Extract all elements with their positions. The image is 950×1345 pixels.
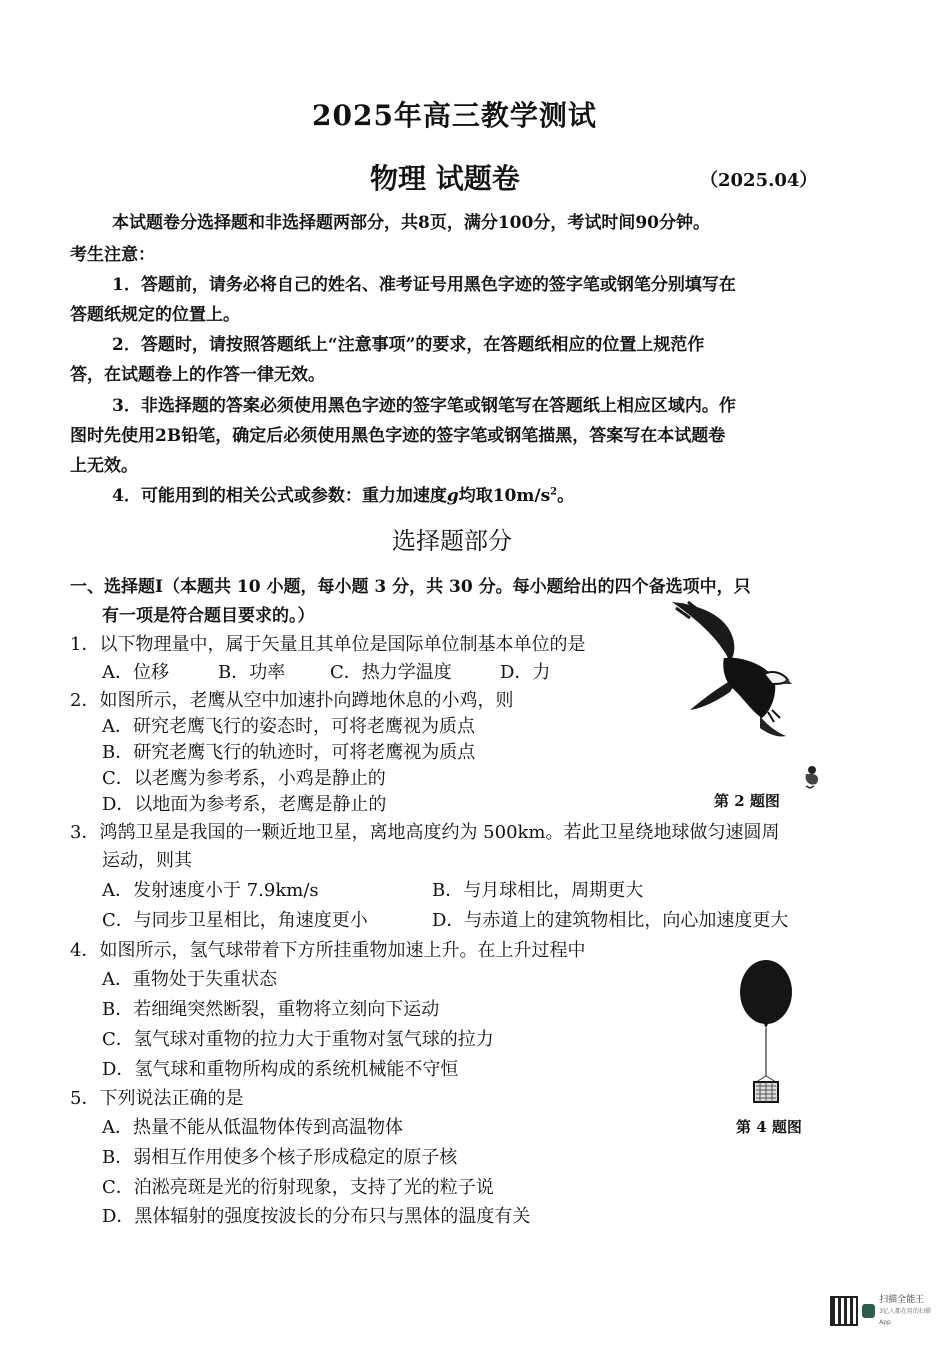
notice-label: 考生注意：: [70, 245, 155, 265]
exam-subtitle: 物理 试题卷: [370, 162, 520, 195]
q1-stem: 1．以下物理量中，属于矢量且其单位是国际单位制基本单位的是: [70, 634, 586, 655]
q5-stem: 5．下列说法正确的是: [70, 1088, 244, 1109]
figure4-caption: 第 4 题图: [736, 1118, 802, 1136]
q2-stem: 2．如图所示，老鹰从空中加速扑向蹲地休息的小鸡，则: [70, 690, 514, 711]
q1-option-b: B．功率: [218, 662, 286, 683]
q5-option-c: C．泊淞亮斑是光的衍射现象，支持了光的粒子说: [102, 1177, 494, 1198]
q2-option-d: D．以地面为参考系，老鹰是静止的: [102, 794, 387, 815]
q3-stem-a: 3．鸿鹄卫星是我国的一颗近地卫星，离地高度约为 500km。若此卫星绕地球做匀速圆周: [70, 822, 780, 843]
part1-instructions-b: 有一项是符合题目要求的。）: [102, 606, 315, 626]
scanner-logo-icon: [862, 1304, 875, 1318]
q5-option-b: B．弱相互作用使多个核子形成稳定的原子核: [102, 1147, 458, 1168]
q4-option-b: B．若细绳突然断裂，重物将立刻向下运动: [102, 999, 440, 1020]
balloon-figure: [736, 958, 796, 1108]
figure2-caption: 第 2 题图: [714, 792, 780, 810]
q3-stem-b: 运动，则其: [102, 850, 192, 871]
eagle-figure: [668, 600, 808, 745]
q2-option-a: A．研究老鹰飞行的姿态时，可将老鹰视为质点: [102, 716, 475, 737]
intro-line: 本试题卷分选择题和非选择题两部分，共8页，满分100分，考试时间90分钟。: [112, 213, 710, 233]
notice-item-1b: 答题纸规定的位置上。: [70, 305, 240, 325]
scanner-watermark: [830, 1290, 938, 1332]
q1-option-c: C．热力学温度: [330, 662, 452, 683]
q4-stem: 4．如图所示，氢气球带着下方所挂重物加速上升。在上升过程中: [70, 940, 586, 961]
q3-option-a: A．发射速度小于 7.9km/s: [102, 880, 319, 901]
q5-option-a: A．热量不能从低温物体传到高温物体: [102, 1117, 403, 1138]
q2-option-c: C．以老鹰为参考系，小鸡是静止的: [102, 768, 386, 789]
qr-code-icon: [830, 1296, 858, 1326]
q1-option-d: D．力: [500, 662, 551, 683]
q1-option-a: A．位移: [102, 662, 169, 683]
notice-item-3a: 3．非选择题的答案必须使用黑色字迹的签字笔或钢笔写在答题纸上相应区域内。作: [112, 396, 736, 416]
q3-option-b: B．与月球相比，周期更大: [432, 880, 644, 901]
scanner-title: 扫描全能王: [879, 1294, 925, 1305]
notice-item-2b: 答，在试题卷上的作答一律无效。: [70, 365, 325, 385]
notice-item-1a: 1．答题前，请务必将自己的姓名、准考证号用黑色字迹的签字笔或钢笔分别填写在: [112, 275, 736, 295]
notice-item-4: 4．可能用到的相关公式或参数：重力加速度g均取$10m/s^2$。: [112, 486, 575, 506]
q3-option-c: C．与同步卫星相比，角速度更小: [102, 910, 368, 931]
section-title: 选择题部分: [392, 527, 512, 555]
q4-option-a: A．重物处于失重状态: [102, 969, 277, 990]
exam-title: 2025年高三教学测试: [312, 99, 597, 132]
notice-item-3b: 图时先使用2B铅笔，确定后必须使用黑色字迹的签字笔或钢笔描黑，答案写在本试题卷: [70, 426, 726, 446]
q2-option-b: B．研究老鹰飞行的轨迹时，可将老鹰视为质点: [102, 742, 476, 763]
part1-instructions-a: 一、选择题Ⅰ（本题共 10 小题，每小题 3 分，共 30 分。每小题给出的四个备选项中，只: [70, 577, 751, 597]
notice-item-3c: 上无效。: [70, 456, 138, 476]
q4-option-d: D．氢气球和重物所构成的系统机械能不守恒: [102, 1059, 459, 1080]
exam-date: （2025.04）: [700, 170, 818, 191]
scanner-subtitle: 3亿人都在用的扫描App: [879, 1307, 931, 1326]
notice-item-2a: 2．答题时，请按照答题纸上“注意事项”的要求，在答题纸相应的位置上规范作: [112, 335, 705, 355]
chick-figure: [800, 764, 822, 790]
q5-option-d: D．黑体辐射的强度按波长的分布只与黑体的温度有关: [102, 1206, 531, 1227]
q3-option-d: D．与赤道上的建筑物相比，向心加速度更大: [432, 910, 789, 931]
q4-option-c: C．氢气球对重物的拉力大于重物对氢气球的拉力: [102, 1029, 494, 1050]
